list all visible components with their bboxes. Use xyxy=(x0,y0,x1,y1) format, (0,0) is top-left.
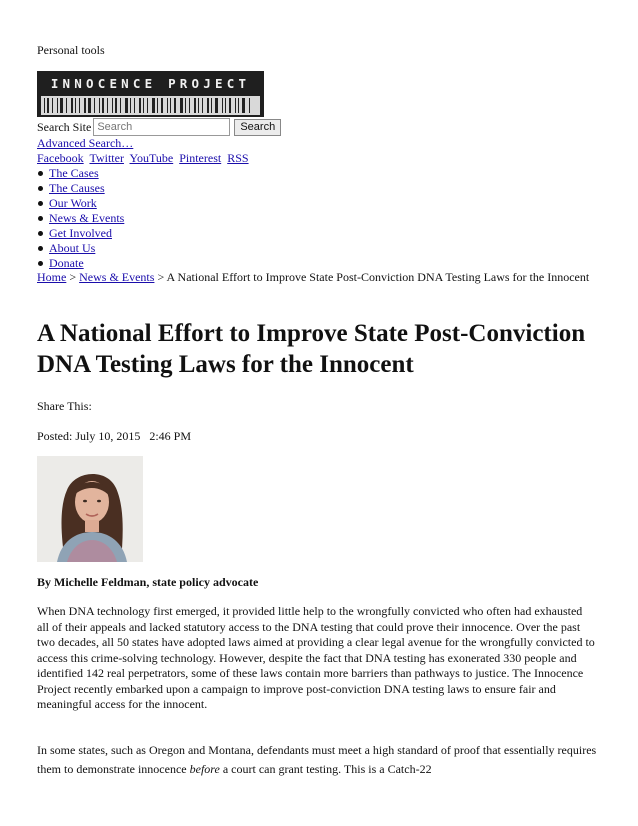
barcode-stripe xyxy=(249,98,250,113)
barcode-stripe xyxy=(198,98,199,113)
article-paragraph xyxy=(37,741,597,779)
search-input[interactable] xyxy=(93,118,230,136)
nav-link-our-work[interactable]: Our Work xyxy=(49,196,97,210)
breadcrumb-separator: > xyxy=(154,270,167,284)
barcode-stripe xyxy=(130,98,131,113)
barcode-stripe xyxy=(84,98,86,113)
nav-item-cases xyxy=(37,166,124,181)
barcode-stripe xyxy=(66,98,67,113)
barcode-stripe xyxy=(120,98,121,113)
barcode-stripe xyxy=(134,98,135,113)
barcode-stripe xyxy=(157,98,158,113)
barcode-stripe xyxy=(52,98,53,113)
barcode-stripe xyxy=(94,98,95,113)
barcode-stripe xyxy=(225,98,226,113)
bullet-icon xyxy=(38,171,43,176)
posted-date: Posted: July 10, 2015 2:46 PM xyxy=(37,429,192,443)
search-form xyxy=(37,118,281,136)
barcode-stripe xyxy=(211,98,212,113)
barcode-stripe xyxy=(229,98,231,113)
nav-link-news-events[interactable]: News & Events xyxy=(49,211,125,225)
barcode-stripe xyxy=(88,98,91,113)
pinterest-link[interactable]: Pinterest xyxy=(179,151,222,165)
barcode-stripe xyxy=(125,98,128,113)
barcode-stripe xyxy=(174,98,176,113)
nav-item-about-us xyxy=(37,241,124,256)
barcode-stripe xyxy=(102,98,104,113)
barcode-svg xyxy=(43,98,254,113)
nav-item-get-involved xyxy=(37,226,124,241)
facebook-link[interactable]: Facebook xyxy=(37,151,84,165)
youtube-link[interactable]: YouTube xyxy=(129,151,174,165)
barcode-icon xyxy=(41,96,260,115)
nav-item-news-events xyxy=(37,211,124,226)
barcode-stripe xyxy=(161,98,163,113)
personal-tools-heading: Personal tools xyxy=(37,43,105,57)
barcode-stripe xyxy=(215,98,218,113)
breadcrumb-section-link[interactable]: News & Events xyxy=(79,270,155,284)
barcode-stripe xyxy=(152,98,155,113)
barcode-stripe xyxy=(47,98,49,113)
barcode-stripe xyxy=(60,98,63,113)
nav-link-donate[interactable]: Donate xyxy=(49,256,84,270)
social-links xyxy=(37,151,252,166)
barcode-stripe xyxy=(147,98,148,113)
nav-item-our-work xyxy=(37,196,124,211)
barcode-stripe xyxy=(242,98,245,113)
barcode-stripe xyxy=(112,98,113,113)
barcode-stripe xyxy=(167,98,168,113)
author-byline: By Michelle Feldman, state policy advocate xyxy=(37,575,259,589)
nav-link-causes[interactable]: The Causes xyxy=(49,181,105,195)
nav-link-about-us[interactable]: About Us xyxy=(49,241,96,255)
barcode-stripe xyxy=(185,98,186,113)
barcode-stripe xyxy=(79,98,80,113)
search-button[interactable]: Search xyxy=(234,119,281,136)
barcode-stripe xyxy=(238,98,239,113)
barcode-stripe xyxy=(44,98,45,113)
barcode-stripe xyxy=(75,98,76,113)
nav-link-get-involved[interactable]: Get Involved xyxy=(49,226,112,240)
barcode-stripe xyxy=(170,98,171,113)
paragraph-text: a court can grant testing. This is a Catch-22 xyxy=(219,762,432,776)
bullet-icon xyxy=(38,201,43,206)
barcode-stripe xyxy=(180,98,183,113)
barcode-stripe xyxy=(143,98,144,113)
barcode-stripe xyxy=(194,98,196,113)
author-photo xyxy=(37,456,143,562)
barcode-stripe xyxy=(99,98,100,113)
rss-link[interactable]: RSS xyxy=(227,151,249,165)
bullet-icon xyxy=(38,231,43,236)
share-label: Share This: xyxy=(37,399,92,413)
breadcrumb xyxy=(37,270,597,285)
nav-item-donate xyxy=(37,256,124,271)
barcode-stripe xyxy=(207,98,209,113)
bullet-icon xyxy=(38,216,43,221)
emphasis-text: before xyxy=(189,762,220,776)
barcode-stripe xyxy=(222,98,223,113)
barcode-stripe xyxy=(202,98,203,113)
barcode-stripe xyxy=(115,98,117,113)
innocence-project-logo[interactable] xyxy=(37,71,264,117)
bullet-icon xyxy=(38,186,43,191)
breadcrumb-current: A National Effort to Improve State Post-Conviction DNA Testing Laws for the Innocent xyxy=(166,270,590,284)
twitter-link[interactable]: Twitter xyxy=(89,151,124,165)
breadcrumb-separator: > xyxy=(66,270,80,284)
barcode-stripe xyxy=(57,98,58,113)
main-nav xyxy=(37,166,124,271)
breadcrumb-home-link[interactable]: Home xyxy=(37,270,67,284)
logo-text: INNOCENCE PROJECT xyxy=(50,76,251,91)
barcode-stripe xyxy=(235,98,236,113)
page-title: A National Effort to Improve State Post-Conviction DNA Testing Laws for the Innocent xyxy=(37,320,586,378)
advanced-search-link[interactable]: Advanced Search… xyxy=(37,136,134,150)
bullet-icon xyxy=(38,246,43,251)
paragraph-text: In some states, such as Oregon and Montana, defendants must meet a high standard of proof that essentially requires them to demonstrate innocence xyxy=(37,743,597,776)
nav-item-causes xyxy=(37,181,124,196)
barcode-stripe xyxy=(139,98,141,113)
barcode-stripe xyxy=(71,98,73,113)
search-label: Search Site xyxy=(37,119,92,134)
bullet-icon xyxy=(38,261,43,266)
nav-link-cases[interactable]: The Cases xyxy=(49,166,99,180)
author-portrait-svg xyxy=(37,456,143,562)
barcode-stripe xyxy=(189,98,190,113)
article-paragraph: When DNA technology first emerged, it provided little help to the wrongfully convicted who often had exhausted all of their appeals and lacked statutory access to the DNA testing that could prove their innocence. Over the past two decades, all 50 states have adopted laws aimed at providing a clear legal avenue for the wrongfully convicted to access this crime-solving technology. However, despite the fact that DNA testing has exonerated 330 people and identified 142 real perpetrators, some of these laws contain more barriers than pathways to justice. The Innocence Project recently embarked upon a campaign to improve post-conviction DNA testing laws to ensure fair and meaningful access for the innocent. xyxy=(37,604,595,711)
barcode-stripe xyxy=(107,98,108,113)
